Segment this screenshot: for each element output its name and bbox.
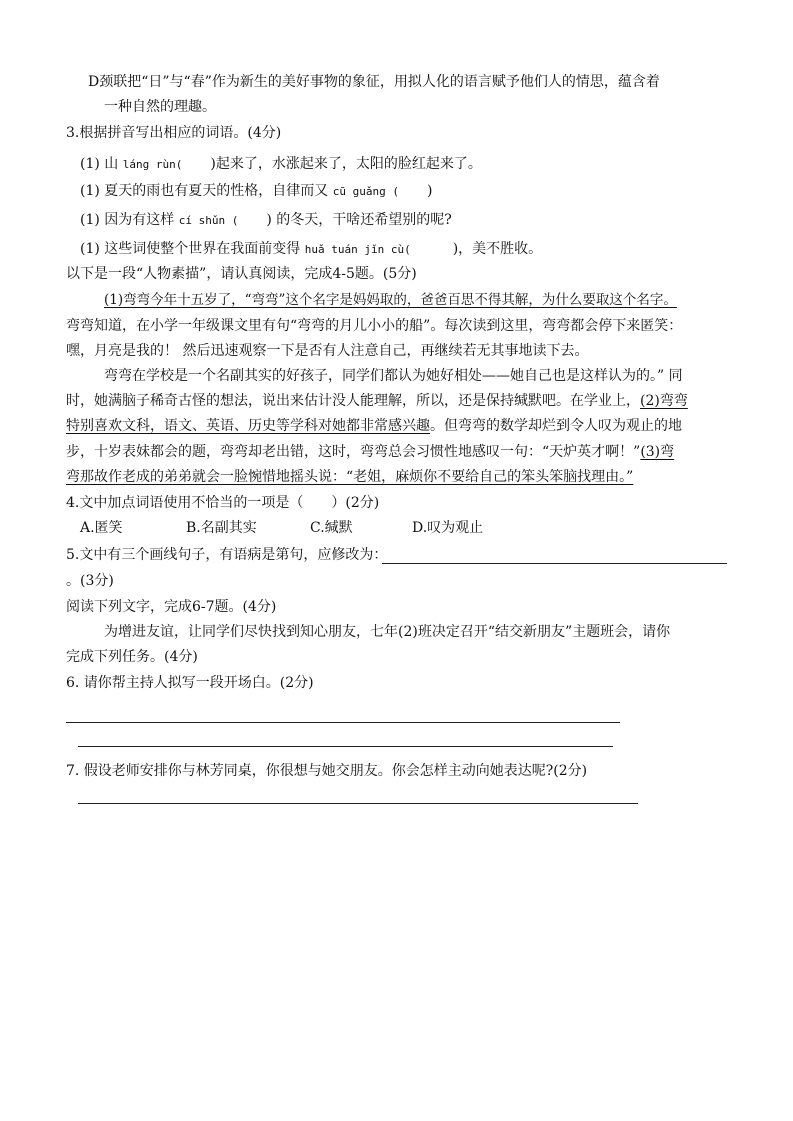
- q7-prompt: 7. 假设老师安排你与林芳同桌，你很想与她交朋友。你会怎样主动向她表达呢?(2分): [66, 763, 588, 779]
- q6-answer-line-2[interactable]: [78, 746, 613, 747]
- answer-blank[interactable]: [238, 212, 266, 228]
- q67-context-line2: 完成下列任务。(4分): [66, 649, 198, 665]
- pinyin: láng rùn(: [122, 158, 183, 171]
- sentence-text: 时，她满脑子稀奇古怪的想法，说出来估计没人能理解，所以，还是保持缄默吧。在学业上，: [66, 393, 640, 409]
- underlined-sentence-2: 特别喜欢文科，语文、英语、历史等学科对她都非常感兴趣: [66, 418, 430, 434]
- item-text-pre: 山: [104, 156, 119, 172]
- item-number: (1): [80, 156, 100, 172]
- pinyin: huǎ tuán jǐn cù(: [304, 243, 411, 256]
- underlined-sentence-3: 弯那故作老成的弟弟就会一脸惋惜地摇头说：“老姐，麻烦你不要给自己的笨头笨脑找理由。”: [66, 469, 634, 485]
- passage-p2-line2: [66, 392, 688, 410]
- passage-p1-line2: 弯弯知道，在小学一年级课文里有句“弯弯的月儿小小的船”。每次读到这里，弯弯都会停下来匿笑：: [66, 318, 683, 334]
- item-text-post: )，美不胜收。: [452, 241, 543, 257]
- item-text-post: )起来了，水涨起来了，太阳的脸红起来了。: [210, 156, 482, 172]
- passage-p1-line3: 嘿，月亮是我的！ 然后迅速观察一下是否有人注意自己，再继续若无其事地读下去。: [66, 343, 589, 359]
- q67-intro: 阅读下列文字，完成6-7题。(4分): [66, 599, 277, 615]
- q3-item-1: [80, 155, 482, 174]
- q7-answer-line[interactable]: [78, 803, 638, 804]
- item-text-post: ) 的冬天，干啥还希望别的呢?: [266, 212, 452, 228]
- underlined-sentence-2-start: (2)弯弯: [640, 393, 688, 409]
- q5-score: 。(3分): [66, 573, 114, 589]
- pinyin: cí shǔn (: [178, 214, 239, 227]
- passage-p2-line4: [66, 443, 674, 461]
- passage-p1-line1: (1)弯弯今年十五岁了，“弯弯”这个名字是妈妈取的，爸爸百思不得其解，为什么要取这个名字。: [104, 292, 677, 308]
- item-number: (1): [80, 241, 100, 257]
- passage-intro: 以下是一段“人物素描”，请认真阅读，完成4-5题。(5分): [66, 266, 417, 282]
- q6-answer-line-1[interactable]: [66, 722, 620, 723]
- item-text-pre: 这些词使整个世界在我面前变得: [104, 241, 301, 257]
- sentence-text: 。但弯弯的数学却烂到令人叹为观止的地: [430, 418, 682, 434]
- q67-context-line1: 为增进友谊，让同学们尽快找到知心朋友，七年(2)班决定召开“结交新朋友”主题班会，请你: [104, 624, 671, 640]
- q2-option-d-line1: D颈联把“日”与“春”作为新生的美好事物的象征，用拟人化的语言赋予他们人的情思，蕴含着: [88, 74, 660, 90]
- underlined-sentence-3-start: (3)弯: [640, 444, 675, 460]
- passage-p2-line1: 弯弯在学校是一个名副其实的好孩子，同学们都认为她好相处——她自己也是这样认为的。” 同: [104, 368, 683, 384]
- answer-blank[interactable]: [399, 183, 427, 199]
- q4-option-a[interactable]: A.匿笑: [80, 520, 123, 536]
- q4-option-d[interactable]: D.叹为观止: [412, 520, 484, 536]
- q4-option-b[interactable]: B.名副其实: [186, 520, 257, 536]
- pinyin: cū guǎng (: [332, 185, 399, 198]
- q3-item-3: [80, 211, 452, 230]
- q4-title: 4.文中加点词语使用不恰当的一项是（ ）(2分): [66, 495, 380, 511]
- item-text-pre: 夏天的雨也有夏天的性格，自律而又: [104, 183, 329, 199]
- q5-answer-line[interactable]: [382, 563, 727, 564]
- item-number: (1): [80, 183, 100, 199]
- q3-item-2: [80, 182, 432, 201]
- q3-item-4: [80, 240, 542, 259]
- item-number: (1): [80, 212, 100, 228]
- q5-title: 5.文中有三个画线句子，有语病是第句，应修改为：: [66, 547, 388, 563]
- item-text-pre: 因为有这样: [104, 212, 175, 228]
- sentence-text: 步，十岁表妹都会的题，弯弯却老出错，这时，弯弯总会习惯性地感叹一句：“天炉英才啊！”: [66, 444, 641, 460]
- q2-option-d-line2: 一种自然的理趣。: [104, 99, 216, 115]
- q6-prompt: 6. 请你帮主持人拟写一段开场白。(2分): [66, 675, 314, 691]
- passage-p2-line3: [66, 417, 682, 435]
- q4-option-c[interactable]: C.缄默: [310, 520, 353, 536]
- item-text-post: ): [426, 183, 433, 199]
- answer-blank[interactable]: [411, 241, 453, 257]
- q3-title: 3.根据拼音写出相应的词语。(4分): [66, 125, 282, 141]
- answer-blank[interactable]: [182, 156, 210, 172]
